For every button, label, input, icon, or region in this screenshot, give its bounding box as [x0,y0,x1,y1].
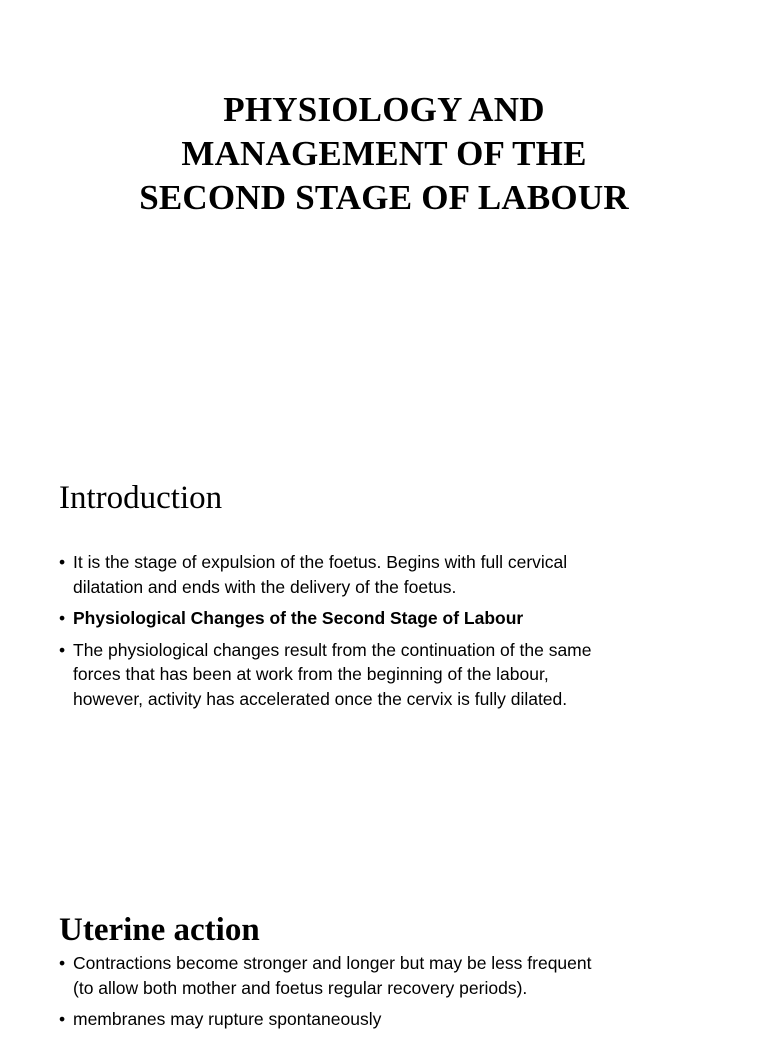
bullet-icon: • [59,639,66,660]
title-line-1: PHYSIOLOGY AND [223,90,545,129]
list-item [59,550,719,599]
bullet-icon: • [59,552,66,572]
uterine-action-bullet-list [59,951,719,1039]
uterine-action-heading: Uterine action [59,912,260,948]
bullet-text-line: The physiological changes result from the continuation of the same [73,639,592,660]
title-line-2: MANAGEMENT OF THE [181,134,587,173]
bullet-subheading: Physiological Changes of the Second Stage of Labour [73,608,524,628]
list-item [59,638,719,712]
bullet-text-line: dilatation and ends with the delivery of the foetus. [73,576,457,597]
bullet-icon: • [59,1009,66,1029]
introduction-bullet-list [59,550,719,718]
bullet-text-line: It is the stage of expulsion of the foetus. Begins with full cervical [73,552,568,572]
bullet-icon: • [59,608,66,628]
list-item [59,951,719,1000]
list-item [59,606,719,631]
bullet-text-line: (to allow both mother and foetus regular recovery periods). [73,977,528,998]
document-title [0,88,768,220]
bullet-icon: • [59,953,66,973]
bullet-text-line: membranes may rupture spontaneously [73,1009,382,1029]
bullet-text-line: forces that has been at work from the beginning of the labour, [73,664,549,684]
bullet-text-line: however, activity has accelerated once the cervix is fully dilated. [73,688,568,709]
list-item [59,1007,719,1032]
title-line-3: SECOND STAGE OF LABOUR [139,178,629,217]
bullet-text-line: Contractions become stronger and longer but may be less frequent [73,953,592,973]
introduction-heading: Introduction [59,480,223,516]
